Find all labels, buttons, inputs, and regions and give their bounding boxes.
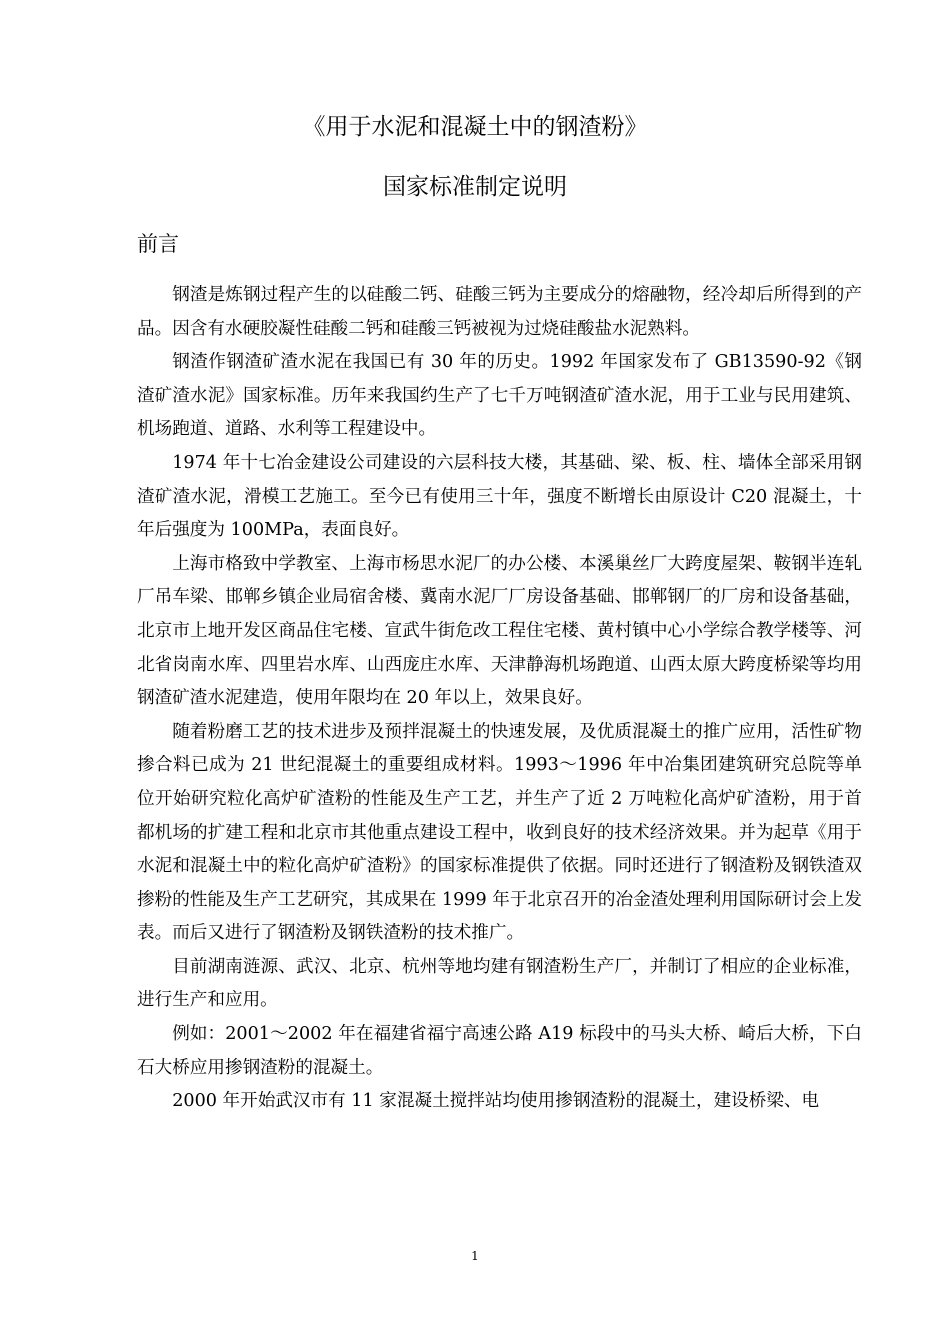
paragraph: 例如：2001～2002 年在福建省福宁高速公路 A19 标段中的马头大桥、崎后大桥，下白石大桥应用掺钢渣粉的混凝土。 bbox=[137, 1024, 862, 1078]
document-title: 《用于水泥和混凝土中的钢渣粉》 bbox=[302, 114, 648, 140]
paragraph: 钢渣作钢渣矿渣水泥在我国已有 30 年的历史。1992 年国家发布了 GB13590-92《钢渣矿渣水泥》国家标准。历年来我国约生产了七千万吨钢渣矿渣水泥，用于工业与民用建筑、机场跑道、道路、水利等工程建设中。 bbox=[137, 352, 862, 440]
paragraph: 上海市格致中学教室、上海市杨思水泥厂的办公楼、本溪巢丝厂大跨度屋架、鞍钢半连轧厂吊车梁、邯郸乡镇企业局宿舍楼、冀南水泥厂厂房设备基础、邯郸钢厂的厂房和设备基础，北京市上地开发区商品住宅楼、宣武牛街危改工程住宅楼、黄村镇中心小学综合教学楼等、河北省岗南水库、四里岩水库、山西庞庄水库、天津静海机场跑道、山西太原大跨度桥梁等均用钢渣矿渣水泥建造，使用年限均在 20 年以上，效果良好。 bbox=[137, 553, 862, 709]
paragraph: 1974 年十七冶金建设公司建设的六层科技大楼，其基础、梁、板、柱、墙体全部采用钢渣矿渣水泥，滑模工艺施工。至今已有使用三十年，强度不断增长由原设计 C20 混凝土，十年后强度为 100MPa，表面良好。 bbox=[137, 452, 862, 541]
paragraph: 目前湖南涟源、武汉、北京、杭州等地均建有钢渣粉生产厂，并制订了相应的企业标准，进行生产和应用。 bbox=[137, 956, 862, 1011]
paragraph: 钢渣是炼钢过程产生的以硅酸二钙、硅酸三钙为主要成分的熔融物，经冷却后所得到的产品。因含有水硬胶凝性硅酸二钙和硅酸三钙被视为过烧硅酸盐水泥熟料。 bbox=[137, 285, 862, 339]
paragraph: 随着粉磨工艺的技术进步及预拌混凝土的快速发展，及优质混凝土的推广应用，活性矿物掺合料已成为 21 世纪混凝土的重要组成材料。1993～1996 年中冶集团建筑研究总院等单位开始研究粒化高炉矿渣粉的性能及生产工艺，并生产了近 2 万吨粒化高炉矿渣粉，用于首都机场的扩建工程和北京市其他重点建设工程中，收到良好的技术经济效果。并为起草《用于水泥和混凝土中的粒化高炉矿渣粉》的国家标准提供了依据。同时还进行了钢渣粉及钢铁渣双掺粉的性能及生产工艺研究，其成果在 1999 年于北京召开的冶金渣处理利用国际研讨会上发表。而后又进行了钢渣粉及钢铁渣粉的技术推广。 bbox=[137, 721, 862, 944]
paragraph: 2000 年开始武汉市有 11 家混凝土搅拌站均使用掺钢渣粉的混凝土，建设桥梁、电 bbox=[172, 1091, 820, 1112]
document-body bbox=[137, 279, 862, 1119]
page-number: 1 bbox=[471, 1249, 479, 1263]
document-subtitle: 国家标准制定说明 bbox=[383, 174, 567, 200]
section-heading: 前言 bbox=[137, 232, 179, 256]
